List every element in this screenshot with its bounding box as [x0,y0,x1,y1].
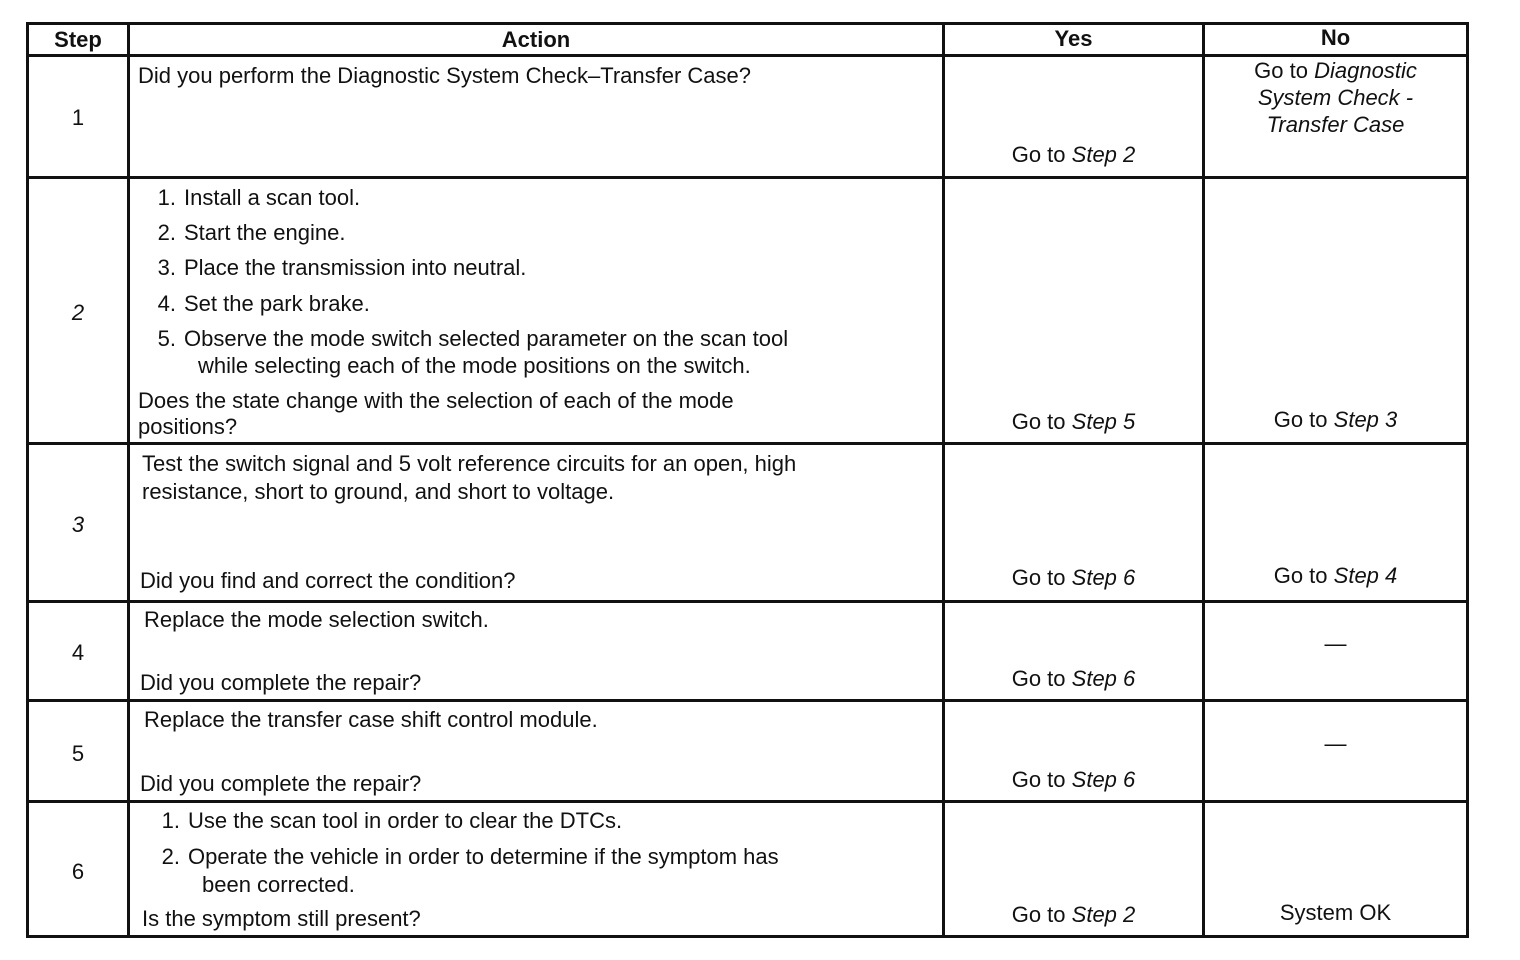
action-question: Did you perform the Diagnostic System Check–Transfer Case? [138,63,751,88]
diagnostic-link[interactable]: Transfer Case [1266,112,1405,137]
step-link[interactable]: Step 2 [1071,142,1136,167]
yes-cell: Go to Step 6 [1011,565,1136,590]
action-question: Does the state change with the selection of each of the mode [138,388,734,413]
no-result: System OK [1279,900,1392,925]
header-no: No [1320,25,1351,50]
step-link[interactable]: Step 3 [1333,407,1398,432]
step-number: 4 [71,640,85,665]
table-border-left [26,22,29,938]
action-question: Is the symptom still present? [142,906,421,931]
diagnostic-link[interactable]: System Check - [1257,85,1414,110]
go-to-prefix: Go to [1254,58,1308,83]
table-border-bottom [26,935,1469,938]
row-divider [26,600,1469,603]
action-text: Test the switch signal and 5 volt reference circuits for an open, high [142,451,797,476]
no-dash: — [1324,731,1347,756]
action-text: resistance, short to ground, and short to voltage. [142,479,615,504]
step-link[interactable]: Step 6 [1071,565,1136,590]
list-item: 1. Install a scan tool. [157,185,361,210]
action-text: Replace the transfer case shift control module. [144,707,598,732]
row-divider [26,176,1469,179]
yes-cell [945,141,1202,169]
diagnostic-link[interactable]: Diagnostic [1314,58,1417,83]
no-cell: Go to Step 3 [1273,407,1398,432]
step-number: 5 [71,741,85,766]
action-question: Did you find and correct the condition? [140,568,516,593]
header-yes: Yes [1054,26,1093,51]
list-item: 3. Place the transmission into neutral. [157,255,527,280]
yes-cell: Go to Step 5 [1011,409,1136,434]
action-question: Did you complete the repair? [140,670,422,695]
header-action: Action [501,27,571,52]
action-text: Replace the mode selection switch. [144,607,489,632]
action-question: positions? [138,414,238,439]
list-item-continuation: been corrected. [202,872,355,897]
action-question: Did you complete the repair? [140,771,422,796]
step-number: 1 [71,105,85,130]
list-item: 2. Start the engine. [157,220,346,245]
no-cell [1205,57,1466,138]
list-item: 2. Operate the vehicle in order to determine if the symptom has [161,844,779,869]
yes-cell: Go to Step 6 [1011,666,1136,691]
step-link[interactable]: Step 2 [1071,902,1136,927]
list-item: 1. Use the scan tool in order to clear the DTCs. [161,808,623,833]
diagnostic-table [26,22,1469,938]
step-link[interactable]: Step 5 [1071,409,1136,434]
yes-cell: Go to Step 2 [1011,902,1136,927]
go-to-prefix: Go to [1011,142,1066,167]
no-cell: Go to Step 4 [1273,563,1398,588]
step-link[interactable]: Step 6 [1071,666,1136,691]
step-number: 6 [71,859,85,884]
list-item: 5. Observe the mode switch selected parameter on the scan tool [157,326,789,351]
step-number: 2 [71,300,85,325]
list-item: 4. Set the park brake. [157,291,370,316]
column-divider [127,22,130,938]
header-step: Step [54,27,102,52]
step-link[interactable]: Step 4 [1333,563,1398,588]
row-divider [26,442,1469,445]
table-border-right [1466,22,1469,938]
row-divider [26,800,1469,803]
step-number: 3 [71,512,85,537]
row-divider [26,699,1469,702]
list-item-continuation: while selecting each of the mode positions on the switch. [198,353,751,378]
step-link[interactable]: Step 6 [1071,767,1136,792]
no-dash: — [1324,631,1347,656]
column-divider [1202,22,1205,938]
yes-cell: Go to Step 6 [1011,767,1136,792]
